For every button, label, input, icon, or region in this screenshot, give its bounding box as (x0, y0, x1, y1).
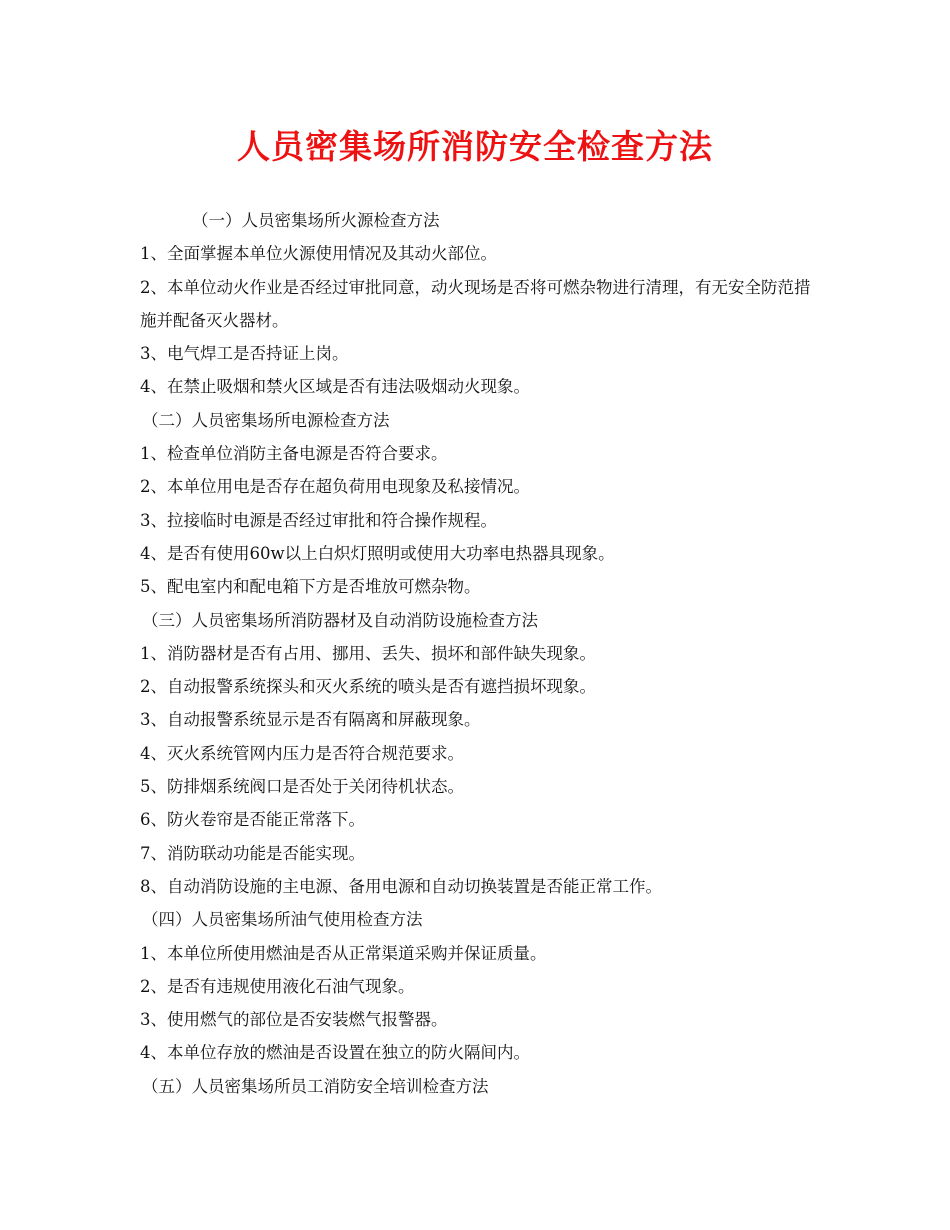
list-item: 3、拉接临时电源是否经过审批和符合操作规程。 (140, 510, 497, 530)
list-item: 3、电气焊工是否持证上岗。 (140, 344, 349, 364)
list-item: 5、配电室内和配电箱下方是否堆放可燃杂物。 (140, 577, 481, 597)
list-item: 7、消防联动功能是否能实现。 (140, 843, 365, 863)
list-item: 2、本单位用电是否存在超负荷用电现象及私接情况。 (140, 477, 530, 497)
list-item: 4、灭火系统管网内压力是否符合规范要求。 (140, 743, 464, 763)
list-item: 4、本单位存放的燃油是否设置在独立的防火隔间内。 (140, 1043, 530, 1063)
list-item: 1、检查单位消防主备电源是否符合要求。 (140, 444, 448, 464)
list-item: 5、防排烟系统阀口是否处于关闭待机状态。 (140, 777, 464, 797)
list-item: 1、全面掌握本单位火源使用情况及其动火部位。 (140, 244, 497, 264)
list-item: 4、是否有使用60w以上白炽灯照明或使用大功率电热器具现象。 (140, 543, 615, 563)
list-item: 2、是否有违规使用液化石油气现象。 (140, 976, 415, 996)
list-item: 1、消防器材是否有占用、挪用、丢失、损坏和部件缺失现象。 (140, 643, 596, 663)
list-item: 1、本单位所使用燃油是否从正常渠道采购并保证质量。 (140, 943, 547, 963)
list-item: 4、在禁止吸烟和禁火区域是否有违法吸烟动火现象。 (140, 377, 530, 397)
section-heading: （一）人员密集场所火源检查方法 (192, 211, 440, 230)
list-item: 2、自动报警系统探头和灭火系统的喷头是否有遮挡损坏现象。 (140, 677, 596, 697)
document-body (140, 204, 812, 1103)
list-item: 3、自动报警系统显示是否有隔离和屏蔽现象。 (140, 710, 481, 730)
document-title: 人员密集场所消防安全检查方法 (237, 127, 713, 166)
section-heading: （二）人员密集场所电源检查方法 (142, 410, 390, 430)
list-item: 6、防火卷帘是否能正常落下。 (140, 810, 365, 830)
list-item: 3、使用燃气的部位是否安装燃气报警器。 (140, 1010, 448, 1030)
section-heading: （四）人员密集场所油气使用检查方法 (142, 910, 423, 930)
list-item: 8、自动消防设施的主电源、备用电源和自动切换装置是否能正常工作。 (140, 876, 662, 896)
list-item: 2、本单位动火作业是否经过审批同意，动火现场是否将可燃杂物进行清理，有无安全防范措施并配备灭火器材。 (140, 277, 811, 330)
section-heading: （五）人员密集场所员工消防安全培训检查方法 (142, 1076, 489, 1096)
section-heading: （三）人员密集场所消防器材及自动消防设施检查方法 (142, 610, 538, 630)
